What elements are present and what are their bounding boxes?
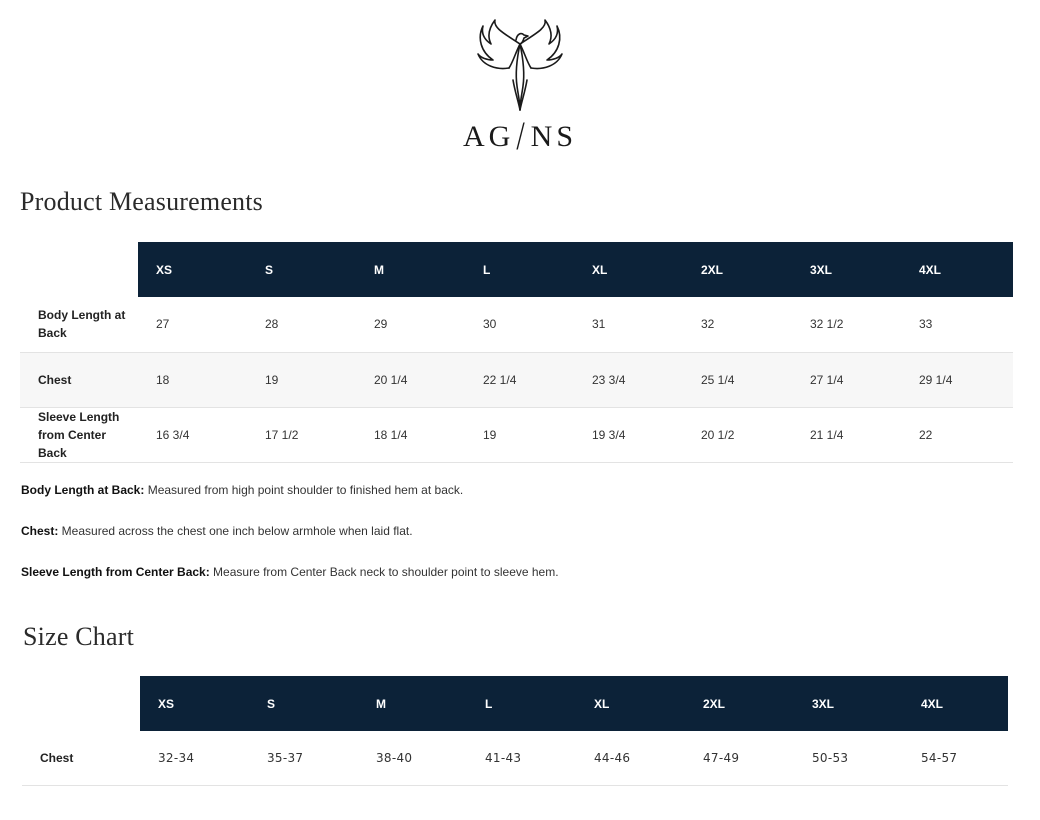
- brand-wordmark-slash: /: [516, 114, 529, 159]
- table-cell: 41-43: [485, 750, 522, 765]
- size-header: 3XL: [792, 242, 901, 297]
- table-cell: 21 1/4: [810, 427, 844, 442]
- table-cell: 32-34: [158, 750, 195, 765]
- table-cell: 25 1/4: [683, 352, 792, 407]
- table-cell: 17 1/2: [265, 427, 299, 442]
- size-header: M: [358, 676, 467, 731]
- table-cell: 16 3/4: [156, 427, 190, 442]
- table-cell: 30: [483, 317, 497, 332]
- table-cell: 38-40: [376, 750, 413, 765]
- table-cell: 32: [701, 317, 715, 332]
- row-label: Sleeve Length from Center Back: [38, 409, 120, 460]
- brand-wordmark: [450, 114, 590, 159]
- brand-wordmark-right: NS: [530, 120, 578, 153]
- table-header-row: [20, 242, 1013, 297]
- size-header: 4XL: [901, 242, 1013, 297]
- note-term: Chest:: [21, 524, 59, 538]
- size-header: 2XL: [683, 242, 792, 297]
- size-header: 4XL: [903, 676, 1008, 731]
- product-measurements-table: [20, 242, 1013, 463]
- size-chart-table: [22, 676, 1008, 786]
- table-cell: 35-37: [267, 750, 304, 765]
- note-term: Body Length at Back:: [21, 483, 145, 497]
- table-cell: 33: [919, 317, 933, 332]
- brand-logo: [450, 14, 590, 164]
- table-cell: 29 1/4: [901, 352, 1013, 407]
- size-header: S: [249, 676, 358, 731]
- size-chart-title: Size Chart: [23, 622, 135, 651]
- table-cell: 20 1/4: [356, 352, 465, 407]
- note-chest: [21, 524, 921, 538]
- table-cell: 29: [374, 317, 388, 332]
- table-cell: 27: [156, 317, 170, 332]
- size-header: XL: [576, 676, 685, 731]
- table-cell: 28: [265, 317, 279, 332]
- row-label: Chest: [40, 750, 74, 765]
- header-corner: [22, 676, 140, 731]
- table-cell: 27 1/4: [792, 352, 901, 407]
- table-cell: 19: [483, 427, 497, 442]
- size-header: 3XL: [794, 676, 903, 731]
- size-header: XL: [574, 242, 683, 297]
- size-header: XS: [138, 242, 247, 297]
- row-label: Chest: [20, 352, 138, 407]
- table-header-row: [22, 676, 1008, 731]
- size-header: M: [356, 242, 465, 297]
- row-label: Body Length at Back: [38, 308, 126, 341]
- measurement-notes: [21, 483, 921, 606]
- table-cell: 44-46: [594, 750, 631, 765]
- table-cell: 18: [138, 352, 247, 407]
- table-cell: 19: [247, 352, 356, 407]
- table-row: [20, 407, 1013, 462]
- note-term: Sleeve Length from Center Back:: [21, 565, 210, 579]
- note-body-length: [21, 483, 921, 497]
- table-cell: 32 1/2: [810, 317, 844, 332]
- table-cell: 31: [592, 317, 606, 332]
- note-sleeve-length: [21, 565, 921, 579]
- size-header: L: [467, 676, 576, 731]
- size-header: 2XL: [685, 676, 794, 731]
- note-text: Measure from Center Back neck to shoulder point to sleeve hem.: [209, 565, 559, 579]
- table-cell: 47-49: [703, 750, 740, 765]
- product-measurements-title: Product Measurements: [20, 187, 264, 216]
- table-row: [20, 297, 1013, 352]
- table-cell: 18 1/4: [374, 427, 408, 442]
- table-cell: 20 1/2: [701, 427, 735, 442]
- size-header: S: [247, 242, 356, 297]
- table-cell: 23 3/4: [574, 352, 683, 407]
- table-cell: 19 3/4: [592, 427, 626, 442]
- phoenix-icon: [475, 14, 565, 118]
- table-row: [22, 731, 1008, 785]
- table-row: [20, 352, 1013, 407]
- note-text: Measured across the chest one inch below armhole when laid flat.: [58, 524, 413, 538]
- table-cell: 54-57: [921, 750, 958, 765]
- table-cell: 50-53: [812, 750, 849, 765]
- table-cell: 22 1/4: [465, 352, 574, 407]
- note-text: Measured from high point shoulder to finished hem at back.: [144, 483, 464, 497]
- size-header: L: [465, 242, 574, 297]
- brand-wordmark-left: AG: [462, 120, 515, 153]
- header-corner: [20, 242, 138, 297]
- table-cell: 22: [919, 427, 933, 442]
- size-header: XS: [140, 676, 249, 731]
